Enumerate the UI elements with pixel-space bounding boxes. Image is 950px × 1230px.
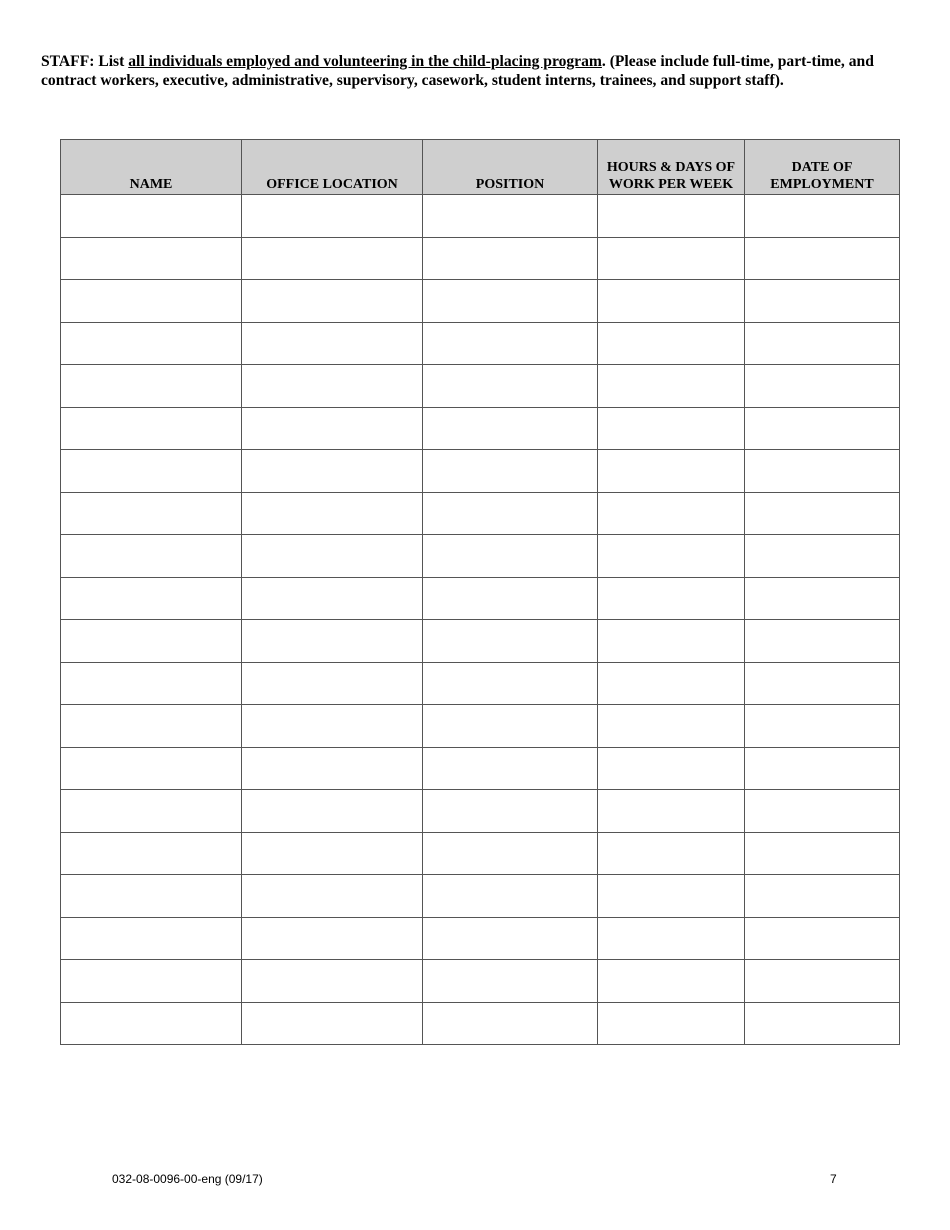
staff-table: [60, 139, 900, 1045]
cell-hours-days[interactable]: [598, 832, 745, 875]
table-row: [61, 195, 900, 238]
cell-hours-days[interactable]: [598, 280, 745, 323]
cell-date-of-employment[interactable]: [745, 917, 900, 960]
cell-office-location[interactable]: [242, 960, 423, 1003]
cell-position[interactable]: [423, 195, 598, 238]
cell-office-location[interactable]: [242, 450, 423, 493]
cell-position[interactable]: [423, 917, 598, 960]
cell-office-location[interactable]: [242, 832, 423, 875]
table-row: [61, 960, 900, 1003]
cell-position[interactable]: [423, 662, 598, 705]
cell-name[interactable]: [61, 790, 242, 833]
cell-office-location[interactable]: [242, 747, 423, 790]
cell-hours-days[interactable]: [598, 322, 745, 365]
cell-position[interactable]: [423, 365, 598, 408]
cell-position[interactable]: [423, 960, 598, 1003]
cell-position[interactable]: [423, 790, 598, 833]
cell-hours-days[interactable]: [598, 535, 745, 578]
cell-name[interactable]: [61, 195, 242, 238]
cell-hours-days[interactable]: [598, 620, 745, 663]
cell-name[interactable]: [61, 280, 242, 323]
cell-hours-days[interactable]: [598, 875, 745, 918]
cell-office-location[interactable]: [242, 620, 423, 663]
cell-date-of-employment[interactable]: [745, 705, 900, 748]
cell-name[interactable]: [61, 875, 242, 918]
instructions-underlined: all individuals employed and volunteering in the child-placing program: [128, 53, 602, 70]
page-number: 7: [830, 1172, 837, 1186]
cell-name[interactable]: [61, 322, 242, 365]
cell-position[interactable]: [423, 492, 598, 535]
cell-office-location[interactable]: [242, 705, 423, 748]
cell-name[interactable]: [61, 450, 242, 493]
cell-date-of-employment[interactable]: [745, 875, 900, 918]
cell-position[interactable]: [423, 875, 598, 918]
cell-date-of-employment[interactable]: [745, 747, 900, 790]
table-row: [61, 1002, 900, 1045]
cell-office-location[interactable]: [242, 492, 423, 535]
cell-date-of-employment[interactable]: [745, 1002, 900, 1045]
cell-office-location[interactable]: [242, 917, 423, 960]
column-header-hours-days: HOURS & DAYS OF WORK PER WEEK: [598, 140, 745, 195]
cell-hours-days[interactable]: [598, 960, 745, 1003]
table-row: [61, 450, 900, 493]
cell-name[interactable]: [61, 407, 242, 450]
cell-hours-days[interactable]: [598, 662, 745, 705]
cell-office-location[interactable]: [242, 322, 423, 365]
cell-name[interactable]: [61, 535, 242, 578]
table-row: [61, 322, 900, 365]
column-header-name: NAME: [61, 140, 242, 195]
cell-office-location[interactable]: [242, 365, 423, 408]
cell-date-of-employment[interactable]: [745, 960, 900, 1003]
table-row: [61, 365, 900, 408]
cell-hours-days[interactable]: [598, 492, 745, 535]
table-row: [61, 535, 900, 578]
cell-office-location[interactable]: [242, 662, 423, 705]
cell-date-of-employment[interactable]: [745, 365, 900, 408]
cell-position[interactable]: [423, 450, 598, 493]
cell-office-location[interactable]: [242, 790, 423, 833]
instructions-rest: . (Please include full-time, part-time, and contract workers, executive, administrative, supervisory, casework, student interns, trainees, and support staff).: [41, 53, 874, 89]
cell-date-of-employment[interactable]: [745, 280, 900, 323]
cell-position[interactable]: [423, 747, 598, 790]
table-row: [61, 917, 900, 960]
table-row: [61, 280, 900, 323]
cell-hours-days[interactable]: [598, 407, 745, 450]
staff-instructions: [41, 52, 903, 90]
cell-name[interactable]: [61, 620, 242, 663]
cell-name[interactable]: [61, 960, 242, 1003]
cell-date-of-employment[interactable]: [745, 450, 900, 493]
table-row: [61, 790, 900, 833]
cell-position[interactable]: [423, 1002, 598, 1045]
table-row: [61, 577, 900, 620]
column-header-office-location: OFFICE LOCATION: [242, 140, 423, 195]
cell-date-of-employment[interactable]: [745, 492, 900, 535]
cell-name[interactable]: [61, 577, 242, 620]
cell-hours-days[interactable]: [598, 577, 745, 620]
cell-hours-days[interactable]: [598, 747, 745, 790]
cell-name[interactable]: [61, 917, 242, 960]
cell-hours-days[interactable]: [598, 1002, 745, 1045]
cell-date-of-employment[interactable]: [745, 620, 900, 663]
column-header-position: POSITION: [423, 140, 598, 195]
cell-name[interactable]: [61, 365, 242, 408]
cell-date-of-employment[interactable]: [745, 790, 900, 833]
cell-position[interactable]: [423, 832, 598, 875]
table-row: [61, 747, 900, 790]
cell-date-of-employment[interactable]: [745, 535, 900, 578]
cell-office-location[interactable]: [242, 577, 423, 620]
cell-office-location[interactable]: [242, 280, 423, 323]
column-header-date-of-employment: DATE OF EMPLOYMENT: [745, 140, 900, 195]
cell-hours-days[interactable]: [598, 917, 745, 960]
cell-office-location[interactable]: [242, 535, 423, 578]
cell-date-of-employment[interactable]: [745, 577, 900, 620]
cell-hours-days[interactable]: [598, 790, 745, 833]
table-row: [61, 620, 900, 663]
cell-name[interactable]: [61, 492, 242, 535]
cell-date-of-employment[interactable]: [745, 832, 900, 875]
table-row: [61, 662, 900, 705]
cell-office-location[interactable]: [242, 237, 423, 280]
cell-position[interactable]: [423, 705, 598, 748]
cell-position[interactable]: [423, 407, 598, 450]
cell-name[interactable]: [61, 747, 242, 790]
cell-date-of-employment[interactable]: [745, 662, 900, 705]
cell-hours-days[interactable]: [598, 237, 745, 280]
cell-date-of-employment[interactable]: [745, 195, 900, 238]
cell-date-of-employment[interactable]: [745, 237, 900, 280]
table-row: [61, 875, 900, 918]
cell-office-location[interactable]: [242, 195, 423, 238]
cell-position[interactable]: [423, 620, 598, 663]
table-row: [61, 407, 900, 450]
cell-name[interactable]: [61, 1002, 242, 1045]
cell-position[interactable]: [423, 237, 598, 280]
table-row: [61, 832, 900, 875]
staff-table-body: [61, 195, 900, 1045]
cell-office-location[interactable]: [242, 407, 423, 450]
cell-name[interactable]: [61, 705, 242, 748]
cell-date-of-employment[interactable]: [745, 322, 900, 365]
cell-position[interactable]: [423, 280, 598, 323]
instructions-lead: STAFF: List: [41, 53, 129, 70]
cell-hours-days[interactable]: [598, 195, 745, 238]
cell-position[interactable]: [423, 322, 598, 365]
table-row: [61, 492, 900, 535]
cell-name[interactable]: [61, 662, 242, 705]
cell-name[interactable]: [61, 832, 242, 875]
cell-position[interactable]: [423, 577, 598, 620]
form-code: 032-08-0096-00-eng (09/17): [112, 1172, 263, 1186]
cell-hours-days[interactable]: [598, 705, 745, 748]
cell-hours-days[interactable]: [598, 450, 745, 493]
table-row: [61, 705, 900, 748]
cell-date-of-employment[interactable]: [745, 407, 900, 450]
table-header-row: [61, 140, 900, 195]
table-row: [61, 237, 900, 280]
cell-office-location[interactable]: [242, 1002, 423, 1045]
cell-position[interactable]: [423, 535, 598, 578]
cell-office-location[interactable]: [242, 875, 423, 918]
cell-hours-days[interactable]: [598, 365, 745, 408]
cell-name[interactable]: [61, 237, 242, 280]
